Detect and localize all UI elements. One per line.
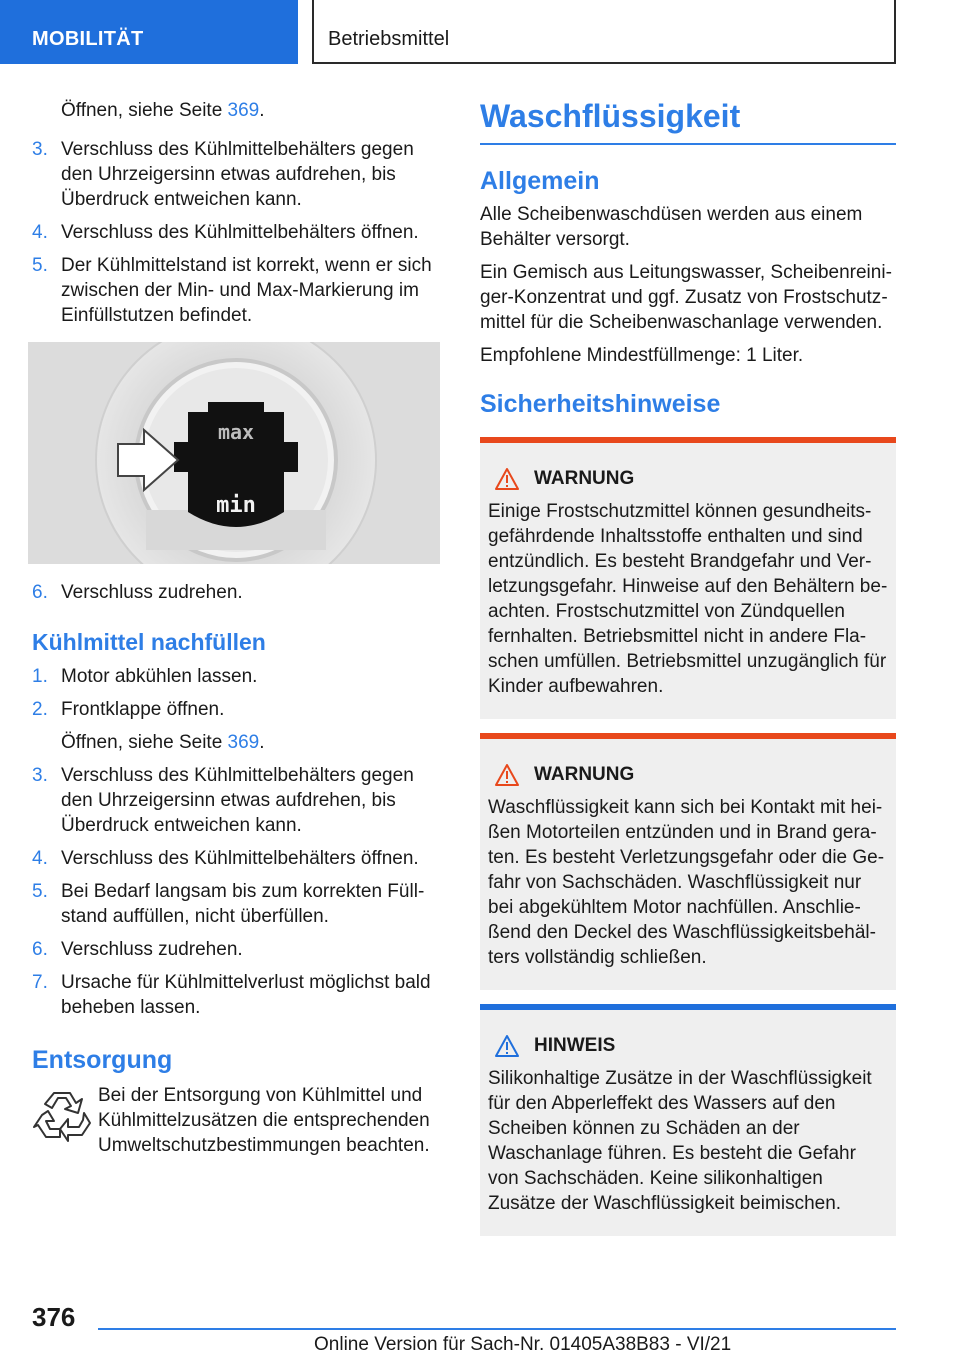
right-column [480,98,896,1250]
step-text: Verschluss des Kühlmittelbehälters gegen den Uhrzeigersinn etwas aufdrehen, bis Überdruck entweichen kann. [61,139,414,210]
section-tab: MOBILITÄT [0,0,298,64]
list-item [32,220,444,245]
box-text: Silikonhaltige Zusätze in der Waschflüssigkeit für den Abperleffekt des Wassers auf den Scheiben können zu Schäden an der Waschanlage führen. Es besteht die Gefahr von Sachschäden. Keine silikonhaltigen Zusätze der Waschflüssigkeit beimischen. [488,1068,872,1214]
chapter-tab: Betriebsmittel [312,0,896,64]
list-item [32,879,444,929]
footer-rule [98,1328,896,1330]
page-link[interactable]: 369 [227,100,260,121]
disposal-text: Bei der Entsorgung von Kühlmittel und Kühlmittelzusätzen die entsprechenden Umweltschutzbestimmungen beachten. [98,1085,430,1156]
box-heading-label: HINWEIS [534,1035,616,1056]
step-number: 7. [32,972,48,993]
list-item [32,697,444,722]
left-column [32,98,444,1158]
recycle-icon [32,1083,98,1158]
max-mark: max [217,420,255,444]
list-item [32,937,444,962]
step-number: 5. [32,255,48,276]
footer-version: Online Version für Sach-Nr. 01405A38B83 - VI/21 [314,1334,732,1355]
notice-box [480,1004,896,1236]
step-text: Motor abkühlen lassen. [61,666,258,687]
box-text: Waschflüssigkeit kann sich bei Kontakt mit heißen Motorteilen entzünden und in Brand geraten. Es besteht Verletzungsgefahr oder die Gefahr von Sachschäden. Waschflüssigkeit nur bei abgekühltem Motor nachfüllen. Anschließend den Deckel des Waschflüssigkeitsbehälters vollständig schließen. [488,797,885,968]
box-heading-label: WARNUNG [534,468,635,489]
step-text: Verschluss zudrehen. [61,939,243,960]
refill-heading: Kühlmittel nachfüllen [32,629,266,655]
box-heading [488,467,888,491]
warning-triangle-icon [494,763,520,787]
list-item [32,664,444,689]
steps-list-refill-2 [32,763,444,1020]
steps-list-refill-1 [32,664,444,722]
min-mark: min [216,493,256,518]
list-item [32,846,444,871]
step-number: 4. [32,222,48,243]
warning-triangle-icon [494,467,520,491]
list-item [32,763,444,838]
page-link[interactable]: 369 [227,732,260,753]
box-text: Einige Frostschutzmittel können gesundheitsgefährdende Inhaltsstoffe enthalten und sind entzündlich. Es besteht Brandgefahr und Verletzungsgefahr. Hinweise auf den Behältern beachten. Frostschutzmittel von Zündquellen fernhalten. Betriebsmittel nicht in andere Flaschen umfüllen. Betriebsmittel unzugänglich für Kinder aufbewahren. [488,501,888,697]
washer-fluid-title: Waschflüssigkeit [480,98,896,145]
step-text: Der Kühlmittelstand ist korrekt, wenn er sich zwischen der Min- und Max-Markierung im Einfüllstutzen befindet. [61,255,432,326]
step-close-cap: 6. Verschluss zudrehen. [32,582,243,603]
safety-heading: Sicherheitshinweise [480,390,721,418]
box-heading-label: WARNUNG [534,764,635,785]
general-paragraph: Ein Gemisch aus Leitungswasser, Scheibenreiniger-Konzentrat und ggf. Zusatz von Frostschutzmittel für die Scheibenwaschanlage verwenden. [480,262,892,333]
box-heading [488,763,888,787]
safety-notices [480,437,896,1236]
step-number: 2. [32,699,48,720]
box-heading [488,1034,888,1058]
disposal-note [32,1083,444,1158]
list-item [32,253,444,328]
step-text: Bei Bedarf langsam bis zum korrekten Füllstand auffüllen, nicht überfüllen. [61,881,425,927]
warning-triangle-icon [494,1034,520,1058]
intro-substep: Öffnen, siehe Seite 369. [61,100,265,121]
general-heading: Allgemein [480,167,600,195]
filler-neck-illustration [28,342,440,564]
step-number: 6. [32,939,48,960]
step-text: Verschluss des Kühlmittelbehälters gegen den Uhrzeigersinn etwas aufdrehen, bis Überdruck entweichen kann. [61,765,414,836]
coolant-filler-figure [28,342,440,564]
step-text: Verschluss des Kühlmittelbehälters öffnen. [61,848,419,869]
step-number: 5. [32,881,48,902]
warning-box [480,437,896,719]
general-paragraph: Alle Scheibenwaschdüsen werden aus einem Behälter versorgt. [480,204,863,250]
refill-substep: Öffnen, siehe Seite 369. [61,732,265,753]
step-number: 1. [32,666,48,687]
disposal-heading: Entsorgung [32,1046,173,1074]
step-number: 3. [32,139,48,160]
list-item [32,970,444,1020]
steps-list-check [32,137,444,328]
step-text: Ursache für Kühlmittelverlust möglichst bald beheben lassen. [61,972,431,1018]
list-item [32,137,444,212]
warning-box [480,733,896,990]
page-number: 376 [32,1302,76,1332]
step-number: 3. [32,765,48,786]
step-number: 4. [32,848,48,869]
general-paragraph: Empfohlene Mindestfüllmenge: 1 Liter. [480,345,804,366]
step-text: Frontklappe öffnen. [61,699,225,720]
step-text: Verschluss des Kühlmittelbehälters öffnen. [61,222,419,243]
